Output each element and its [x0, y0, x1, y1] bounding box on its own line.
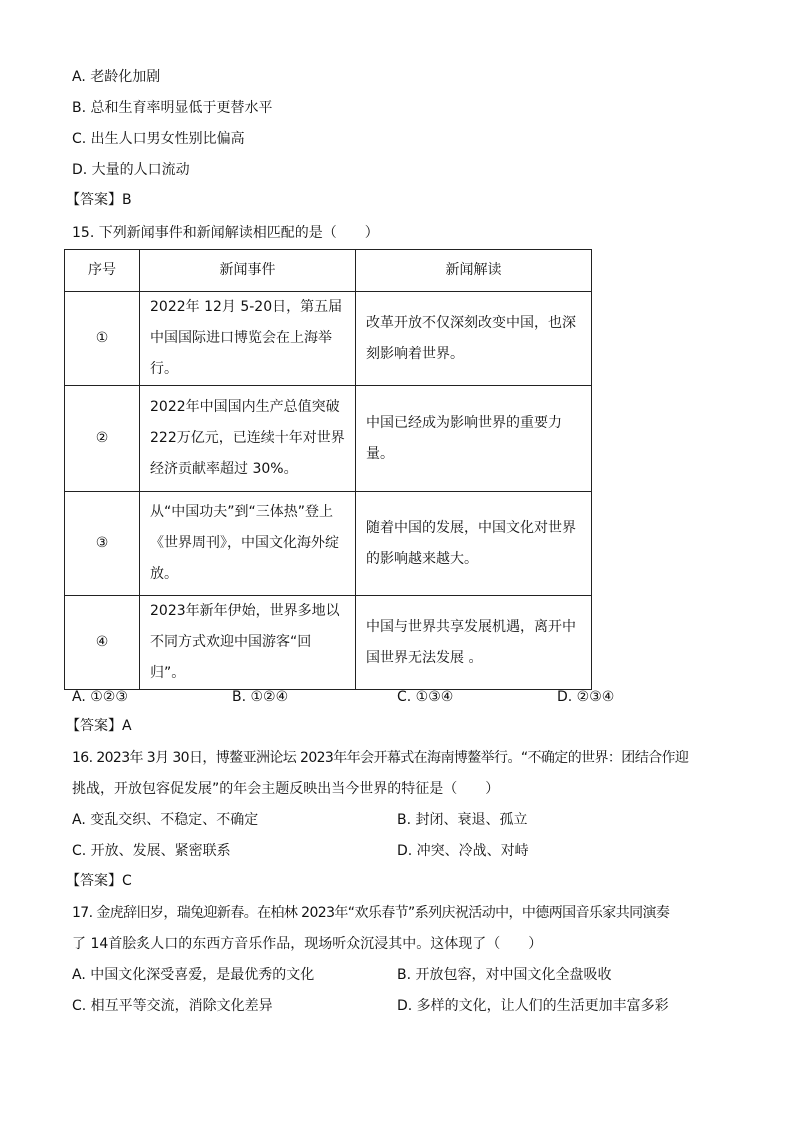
table-row	[65, 292, 592, 386]
q15-option-b: B. ①②④	[232, 689, 289, 705]
row-number: ①	[65, 292, 140, 386]
q17-option-c: C. 相互平等交流，消除文化差异	[72, 998, 273, 1014]
table-row	[65, 492, 592, 596]
row-reading: 改革开放不仅深刻改变中国，也深刻影响着世界。	[356, 292, 592, 386]
q17-stem-line2: 了 14首脍炙人口的东西方音乐作品，现场听众沉浸其中。这体现了（ ）	[72, 936, 543, 952]
q15-stem: 15. 下列新闻事件和新闻解读相匹配的是（ ）	[72, 225, 379, 241]
q16-answer: 【答案】C	[66, 873, 132, 889]
q17-option-a: A. 中国文化深受喜爱，是最优秀的文化	[72, 967, 315, 983]
q16-stem-line2: 挑战，开放包容促发展”的年会主题反映出当今世界的特征是（ ）	[72, 781, 500, 797]
row-reading: 随着中国的发展，中国文化对世界的影响越来越大。	[356, 492, 592, 596]
header-number: 序号	[65, 250, 140, 292]
q14-option-c: C. 出生人口男女性别比偏高	[72, 131, 245, 147]
q14-option-a: A. 老龄化加剧	[72, 69, 161, 85]
q16-option-c: C. 开放、发展、紧密联系	[72, 843, 231, 859]
row-number: ④	[65, 596, 140, 690]
table-header-row	[65, 250, 592, 292]
q14-option-d: D. 大量的人口流动	[72, 162, 190, 178]
row-reading: 中国与世界共享发展机遇，离开中国世界无法发展 。	[356, 596, 592, 690]
row-event: 从“中国功夫”到“三体热”登上《世界周刊》，中国文化海外绽放。	[140, 492, 356, 596]
news-table	[64, 249, 592, 690]
row-event: 2023年新年伊始，世界多地以不同方式欢迎中国游客“回归”。	[140, 596, 356, 690]
q17-option-b: B. 开放包容，对中国文化全盘吸收	[397, 967, 612, 983]
q15-option-d: D. ②③④	[557, 689, 615, 705]
header-reading: 新闻解读	[356, 250, 592, 292]
row-number: ②	[65, 386, 140, 492]
q14-option-b: B. 总和生育率明显低于更替水平	[72, 100, 273, 116]
header-event: 新闻事件	[140, 250, 356, 292]
q17-stem-line1: 17. 金虎辞旧岁，瑞兔迎新春。在柏林 2023年“欢乐春节”系列庆祝活动中，中德两国音乐家共同演奏	[72, 905, 670, 921]
q14-answer: 【答案】B	[66, 192, 132, 208]
row-number: ③	[65, 492, 140, 596]
table-row	[65, 596, 592, 690]
q16-stem-line1: 16. 2023年 3月 30日，博鳌亚洲论坛 2023年年会开幕式在海南博鳌举行。“不确定的世界：团结合作迎	[72, 750, 689, 766]
table-row	[65, 386, 592, 492]
q16-option-d: D. 冲突、冷战、对峙	[397, 843, 529, 859]
row-event: 2022年中国国内生产总值突破222万亿元，已连续十年对世界经济贡献率超过 30%。	[140, 386, 356, 492]
q15-option-c: C. ①③④	[397, 689, 454, 705]
q16-option-b: B. 封闭、衰退、孤立	[397, 812, 528, 828]
q17-option-d: D. 多样的文化，让人们的生活更加丰富多彩	[397, 998, 669, 1014]
q15-option-a: A. ①②③	[72, 689, 128, 705]
row-reading: 中国已经成为影响世界的重要力量。	[356, 386, 592, 492]
row-event: 2022年 12月 5-20日，第五届中国国际进口博览会在上海举行。	[140, 292, 356, 386]
q16-option-a: A. 变乱交织、不稳定、不确定	[72, 812, 259, 828]
q15-answer: 【答案】A	[66, 718, 132, 734]
